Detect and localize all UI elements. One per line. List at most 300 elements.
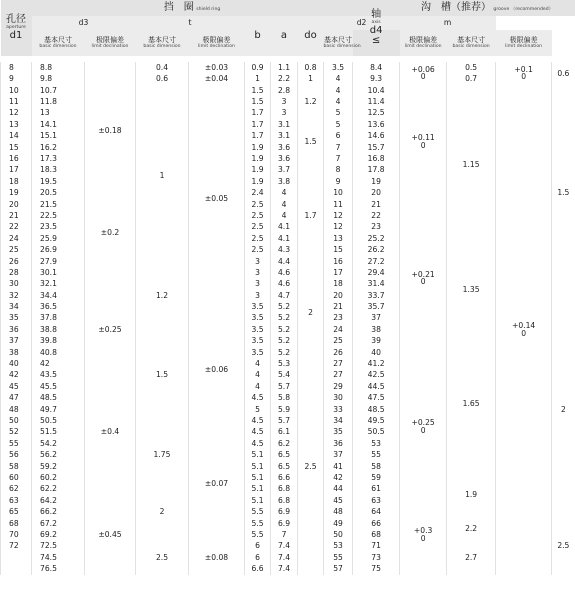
hole-d1-cell: 11: [1, 96, 32, 107]
axis-symbol: d4: [369, 24, 383, 36]
d3-tolerance-cell: [85, 62, 136, 85]
axis-d4-cell: 16: [324, 256, 353, 267]
d2-basic-cell: 39: [353, 335, 400, 346]
d2-basic-cell: 48.5: [353, 404, 400, 415]
d2-header: d2: [356, 18, 367, 28]
hole-d1-cell: 50: [1, 415, 32, 426]
sub-limit-label: 极限偏差: [202, 36, 231, 45]
a-header: a: [280, 30, 288, 41]
hole-d1-cell: 37: [1, 335, 32, 346]
b-cell: 1.7: [245, 119, 271, 130]
d3-basic-cell: 22.5: [32, 210, 85, 221]
b-cell: 5: [245, 404, 271, 415]
d2-tolerance-cell: +0.06 0: [400, 62, 447, 85]
hole-d1-cell: 38: [1, 347, 32, 358]
a-cell: 5.2: [271, 324, 298, 335]
hole-d1-cell: 45: [1, 381, 32, 392]
hole-d1-cell: 15: [1, 142, 32, 153]
b-cell: 2.5: [245, 233, 271, 244]
hole-d1-cell: 20: [1, 199, 32, 210]
t-basic-cell: 0.6: [136, 73, 189, 84]
d3-basic-cell: 21.5: [32, 199, 85, 210]
d2-basic-cell: 19: [353, 176, 400, 187]
b-cell: 3: [245, 256, 271, 267]
axis-d4-cell: 50: [324, 529, 353, 540]
d0-cell: 2.5: [298, 358, 324, 574]
d3-basic-cell: 36.5: [32, 301, 85, 312]
b-cell: 2.5: [245, 244, 271, 255]
b-header: b: [254, 30, 261, 41]
hole-d1-cell: [1, 552, 32, 563]
t-tolerance-cell: ±0.07: [189, 427, 245, 541]
a-cell: 6.9: [271, 518, 298, 529]
sub-basic: [136, 30, 189, 56]
d2-basic-cell: 27.2: [353, 256, 400, 267]
d2-basic-cell: 37: [353, 313, 400, 324]
a-cell: 4.6: [271, 278, 298, 289]
axis-d4-cell: 7: [324, 142, 353, 153]
t-basic-cell: 1.75: [136, 427, 189, 484]
d3-basic-cell: 14.1: [32, 119, 85, 130]
d3-basic-cell: 40.8: [32, 347, 85, 358]
axis-d4-cell: 4: [324, 85, 353, 96]
a-cell: 5.9: [271, 404, 298, 415]
t-tolerance-cell: ±0.04: [189, 73, 245, 84]
ring-header: [32, 0, 353, 16]
b-cell: 4: [245, 358, 271, 369]
hole-d1-cell: 26: [1, 256, 32, 267]
axis-d4-cell: 4: [324, 96, 353, 107]
d3-basic-cell: 30.1: [32, 267, 85, 278]
d3-basic-cell: 20.5: [32, 187, 85, 198]
d0-cell: 1.5: [298, 119, 324, 165]
axis-d4-cell: 29: [324, 381, 353, 392]
d3-basic-cell: 27.9: [32, 256, 85, 267]
d2-basic-cell: 42.5: [353, 370, 400, 381]
sub-basic: [447, 30, 496, 56]
d2-basic-cell: 15.7: [353, 142, 400, 153]
hole-d1-cell: 25: [1, 244, 32, 255]
axis-d4-cell: 34: [324, 415, 353, 426]
d3-tolerance-cell: ±0.2: [85, 176, 136, 290]
t-basic-cell: 1: [136, 85, 189, 267]
axis-d4-cell: 37: [324, 449, 353, 460]
b-cell: 4.5: [245, 438, 271, 449]
m-basic-cell: 2.2: [447, 518, 496, 541]
axis-d4-cell: 9: [324, 176, 353, 187]
axis-d4-cell: 20: [324, 290, 353, 301]
a-cell: 7.4: [271, 552, 298, 563]
m-basic-cell: 1.35: [447, 244, 496, 335]
axis-d4-cell: 24: [324, 324, 353, 335]
hole-d1-cell: 58: [1, 461, 32, 472]
hole-title-en: aperture: [6, 25, 26, 31]
n-cell: 2.5: [552, 518, 575, 575]
hole-d1-cell: 22: [1, 221, 32, 232]
hole-d1-cell: 16: [1, 153, 32, 164]
d2-basic-cell: 20: [353, 187, 400, 198]
a-cell: 3.6: [271, 142, 298, 153]
d3-basic-cell: 11.8: [32, 96, 85, 107]
axis-d4-cell: 23: [324, 313, 353, 324]
d3-basic-cell: 48.5: [32, 392, 85, 403]
hole-d1-cell: 40: [1, 358, 32, 369]
b-cell: 1: [245, 73, 271, 84]
b-cell: 1.5: [245, 85, 271, 96]
header-row-1: [1, 0, 575, 16]
d2-basic-cell: 63: [353, 495, 400, 506]
d3-basic-cell: 39.8: [32, 335, 85, 346]
hole-d1-cell: 70: [1, 529, 32, 540]
d2-basic-cell: 14.6: [353, 130, 400, 141]
sub-basic-en: basic dimension: [323, 44, 361, 50]
d2-basic-cell: 71: [353, 540, 400, 551]
axis-d4-cell: 42: [324, 472, 353, 483]
axis-d4-cell: 49: [324, 518, 353, 529]
axis-d4-cell: 25: [324, 335, 353, 346]
d0-cell: 1.7: [298, 165, 324, 268]
d3-basic-cell: 50.5: [32, 415, 85, 426]
spec-table-body: [1, 62, 575, 575]
d2-basic-cell: 22: [353, 210, 400, 221]
sub-limit: [496, 30, 552, 56]
d2-basic-cell: 29.4: [353, 267, 400, 278]
b-cell: 3: [245, 290, 271, 301]
a-cell: 6.2: [271, 438, 298, 449]
axis-d4-cell: 4: [324, 73, 353, 84]
sub-basic-en: basic dimension: [143, 44, 181, 50]
d2-basic-cell: 75: [353, 563, 400, 574]
b-cell: 4: [245, 381, 271, 392]
d2-basic-cell: 44.5: [353, 381, 400, 392]
d2-basic-cell: 38: [353, 324, 400, 335]
d2-basic-cell: 47.5: [353, 392, 400, 403]
hole-d1-cell: 34: [1, 301, 32, 312]
d3-basic-cell: 19.5: [32, 176, 85, 187]
t-basic-cell: 0.4: [136, 62, 189, 73]
a-cell: 6.9: [271, 506, 298, 517]
a-cell: 7.4: [271, 540, 298, 551]
m-basic-cell: 2.7: [447, 540, 496, 574]
d3-basic-cell: 54.2: [32, 438, 85, 449]
hole-d1-cell: 60: [1, 472, 32, 483]
a-cell: 4.3: [271, 244, 298, 255]
d3-tolerance-cell: ±0.45: [85, 495, 136, 575]
hole-d1-cell: 17: [1, 165, 32, 176]
n-cell: 1.5: [552, 85, 575, 301]
a-cell: 4.1: [271, 221, 298, 232]
m-tolerance-cell: +0.1 0: [496, 62, 552, 85]
d3-tolerance-cell: ±0.25: [85, 290, 136, 370]
sub-basic: [323, 30, 361, 56]
b-cell: 1.7: [245, 130, 271, 141]
a-cell: 7.4: [271, 563, 298, 574]
hole-d1-cell: 12: [1, 108, 32, 119]
d3-basic-cell: 72.5: [32, 540, 85, 551]
sub-basic-en: basic dimension: [452, 44, 490, 50]
d3-basic-cell: 60.2: [32, 472, 85, 483]
d3-basic-cell: 49.7: [32, 404, 85, 415]
axis-d4-cell: 5: [324, 119, 353, 130]
hole-d1-cell: 56: [1, 449, 32, 460]
groove-title: 沟 槽（推荐）: [420, 2, 491, 13]
a-cell: 4.4: [271, 256, 298, 267]
a-cell: 2.2: [271, 73, 298, 84]
axis-d4-cell: 27: [324, 358, 353, 369]
a-cell: 3.7: [271, 165, 298, 176]
d3-basic-cell: 17.3: [32, 153, 85, 164]
hole-d1-cell: 65: [1, 506, 32, 517]
d2-basic-cell: 11.4: [353, 96, 400, 107]
b-cell: 2.4: [245, 187, 271, 198]
m-basic-cell: 1.65: [447, 335, 496, 472]
sub-limit: [85, 30, 136, 56]
b-cell: 1.9: [245, 176, 271, 187]
d2-basic-cell: 17.8: [353, 165, 400, 176]
a-cell: 4.7: [271, 290, 298, 301]
b-cell: 2.5: [245, 199, 271, 210]
ring-title: 挡 圈: [163, 2, 194, 13]
b-cell: 3.5: [245, 301, 271, 312]
d2-basic-cell: 9.3: [353, 73, 400, 84]
hole-d1-cell: 62: [1, 483, 32, 494]
sub-basic-label: 基本尺寸: [324, 36, 353, 45]
a-cell: 4: [271, 187, 298, 198]
d3-header: d3: [78, 18, 89, 28]
d3-basic-cell: 43.5: [32, 370, 85, 381]
hole-d1-cell: 63: [1, 495, 32, 506]
t-tolerance-cell: ±0.05: [189, 85, 245, 313]
d3-tolerance-cell: ±0.18: [85, 85, 136, 176]
hole-d1-cell: 68: [1, 518, 32, 529]
axis-d4-cell: 44: [324, 483, 353, 494]
m-basic-cell: 0.7: [447, 73, 496, 84]
axis-d4-cell: 45: [324, 495, 353, 506]
d2-basic-cell: 53: [353, 438, 400, 449]
t-tolerance-cell: ±0.06: [189, 313, 245, 427]
b-cell: 4.5: [245, 392, 271, 403]
hole-d1-cell: 14: [1, 130, 32, 141]
b-cell: 5.1: [245, 461, 271, 472]
b-cell: 1.9: [245, 153, 271, 164]
axis-d4-cell: 33: [324, 404, 353, 415]
hole-d1-cell: 9: [1, 73, 32, 84]
b-cell: 4: [245, 370, 271, 381]
d2-basic-cell: 26.2: [353, 244, 400, 255]
axis-d4-cell: 11: [324, 199, 353, 210]
a-cell: 3.1: [271, 130, 298, 141]
axis-d4-cell: 57: [324, 563, 353, 574]
b-cell: 6.6: [245, 563, 271, 574]
d2-basic-cell: 50.5: [353, 427, 400, 438]
hole-d1-cell: 72: [1, 540, 32, 551]
hole-d1-cell: 19: [1, 187, 32, 198]
hole-d1-cell: 28: [1, 267, 32, 278]
hole-d1-cell: 18: [1, 176, 32, 187]
d2-basic-cell: 33.7: [353, 290, 400, 301]
hole-title: 孔径: [6, 14, 26, 26]
sub-basic-label: 基本尺寸: [148, 36, 176, 45]
d2-basic-cell: 68: [353, 529, 400, 540]
d2-basic-cell: 21: [353, 199, 400, 210]
groove-title-en: groove （recommended）: [493, 7, 554, 12]
hole-symbol: d1: [9, 29, 23, 41]
axis-d4-cell: 36: [324, 438, 353, 449]
d2-basic-cell: 12.5: [353, 108, 400, 119]
d3-basic-cell: 64.2: [32, 495, 85, 506]
hole-d1-cell: 42: [1, 370, 32, 381]
table-row: [1, 62, 575, 73]
a-cell: 4: [271, 199, 298, 210]
hole-d1-cell: 48: [1, 404, 32, 415]
d3-basic-cell: 62.2: [32, 483, 85, 494]
a-cell: 6.8: [271, 483, 298, 494]
d3-basic-cell: 45.5: [32, 381, 85, 392]
d2-basic-cell: 64: [353, 506, 400, 517]
t-tolerance-cell: ±0.08: [189, 540, 245, 574]
b-cell: 1.9: [245, 165, 271, 176]
d2-basic-cell: 66: [353, 518, 400, 529]
axis-d4-cell: 18: [324, 278, 353, 289]
b-cell: 1.5: [245, 96, 271, 107]
d2-basic-cell: 41.2: [353, 358, 400, 369]
t-basic-cell: 1.2: [136, 267, 189, 324]
a-cell: 5.4: [271, 370, 298, 381]
a-cell: 3: [271, 96, 298, 107]
hole-d1-cell: [1, 563, 32, 574]
hole-d1-cell: 30: [1, 278, 32, 289]
axis-d4-cell: 21: [324, 301, 353, 312]
d3-tolerance-cell: ±0.4: [85, 370, 136, 495]
a-cell: 6.5: [271, 461, 298, 472]
sub-limit-label: 极限偏差: [409, 36, 438, 45]
b-cell: 2.5: [245, 221, 271, 232]
hole-d1-cell: 47: [1, 392, 32, 403]
d2-tolerance-cell: +0.21 0: [400, 199, 447, 358]
b-cell: 3.5: [245, 324, 271, 335]
d3-basic-cell: 16.2: [32, 142, 85, 153]
hole-d1-cell: 52: [1, 427, 32, 438]
d3-basic-cell: 66.2: [32, 506, 85, 517]
d2-basic-cell: 61: [353, 483, 400, 494]
groove-header: [400, 0, 575, 16]
b-cell: 3: [245, 267, 271, 278]
n-cell: 2: [552, 301, 575, 517]
d2-tolerance-cell: +0.3 0: [400, 495, 447, 575]
sub-limit-en: limit declination: [404, 44, 442, 50]
axis-title-en: axis: [371, 20, 381, 26]
b-cell: 5.5: [245, 518, 271, 529]
n-cell: 0.6: [552, 62, 575, 85]
d2-basic-cell: 16.8: [353, 153, 400, 164]
d0-header: do: [304, 30, 317, 41]
d3-basic-cell: 42: [32, 358, 85, 369]
d2-basic-cell: 8.4: [353, 62, 400, 73]
d3-basic-cell: 18.3: [32, 165, 85, 176]
d2-basic-cell: 73: [353, 552, 400, 563]
sub-limit-en: limit declination: [198, 44, 235, 50]
d2-basic-cell: 59: [353, 472, 400, 483]
sub-limit: [400, 30, 447, 56]
axis-d4-cell: 8: [324, 165, 353, 176]
d3-basic-cell: 37.8: [32, 313, 85, 324]
b-cell: 5.1: [245, 472, 271, 483]
b-cell: 1.7: [245, 108, 271, 119]
d3-basic-cell: 51.5: [32, 427, 85, 438]
b-cell: 0.9: [245, 62, 271, 73]
hole-d1-cell: 24: [1, 233, 32, 244]
axis-d4-cell: 17: [324, 267, 353, 278]
a-cell: 6.1: [271, 427, 298, 438]
a-cell: 7: [271, 529, 298, 540]
d3-basic-cell: 10.7: [32, 85, 85, 96]
d0-cell: 2: [298, 267, 324, 358]
d2-basic-cell: 40: [353, 347, 400, 358]
a-cell: 6.5: [271, 449, 298, 460]
d2-basic-cell: 25.2: [353, 233, 400, 244]
d3-basic-cell: 13: [32, 108, 85, 119]
a-cell: 3.6: [271, 153, 298, 164]
a-cell: 5.2: [271, 313, 298, 324]
axis-d4-cell: 55: [324, 552, 353, 563]
axis-d4-cell: 10: [324, 187, 353, 198]
a-cell: 5.7: [271, 381, 298, 392]
m-basic-cell: 1.9: [447, 472, 496, 518]
b-cell: 5.5: [245, 529, 271, 540]
a-cell: 3: [271, 108, 298, 119]
axis-d4-cell: 41: [324, 461, 353, 472]
axis-d4-cell: 53: [324, 540, 353, 551]
b-cell: 3.5: [245, 313, 271, 324]
d0-cell: 1: [298, 73, 324, 84]
a-cell: 4: [271, 210, 298, 221]
d0-cell: 0.8: [298, 62, 324, 73]
sub-limit-en: limit declination: [91, 44, 129, 50]
sub-basic-label: 基本尺寸: [457, 36, 486, 45]
sub-basic-label: 基本尺寸: [44, 36, 72, 45]
b-cell: 5.5: [245, 506, 271, 517]
m-tolerance-cell: +0.14 0: [496, 85, 552, 575]
b-cell: 5.1: [245, 449, 271, 460]
axis-d4-cell: 7: [324, 153, 353, 164]
b-cell: 3.5: [245, 335, 271, 346]
axis-operator: ≤: [371, 34, 381, 46]
d3-basic-cell: 56.2: [32, 449, 85, 460]
hole-d1-cell: 13: [1, 119, 32, 130]
header-row-2: [1, 16, 575, 30]
d2-basic-cell: 35.7: [353, 301, 400, 312]
sub-limit: [189, 30, 245, 56]
d3-basic-cell: 38.8: [32, 324, 85, 335]
d3-basic-cell: 59.2: [32, 461, 85, 472]
t-basic-cell: 2.5: [136, 540, 189, 574]
b-cell: 4.5: [245, 415, 271, 426]
d3-basic-cell: 32.1: [32, 278, 85, 289]
a-cell: 3.1: [271, 119, 298, 130]
axis-d4-cell: 5: [324, 108, 353, 119]
axis-title: 轴: [371, 9, 382, 21]
b-cell: 6: [245, 552, 271, 563]
sub-limit-label: 极限偏差: [509, 36, 538, 45]
a-cell: 5.7: [271, 415, 298, 426]
hole-d1-cell: 21: [1, 210, 32, 221]
axis-d4-cell: 13: [324, 233, 353, 244]
d3-basic-cell: 67.2: [32, 518, 85, 529]
b-cell: 4.5: [245, 427, 271, 438]
a-cell: 4.1: [271, 233, 298, 244]
axis-d4-cell: 3.5: [324, 62, 353, 73]
axis-d4-cell: 12: [324, 210, 353, 221]
